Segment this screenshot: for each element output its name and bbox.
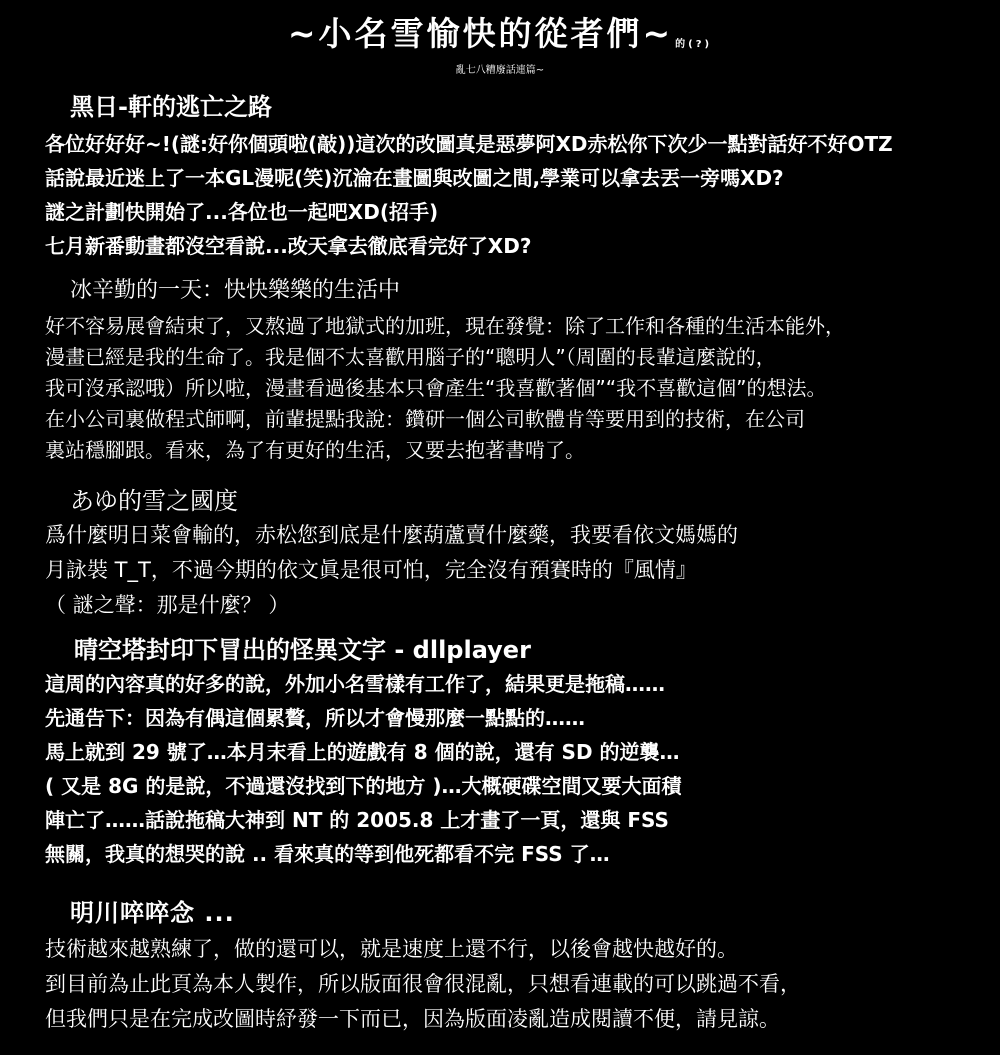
section-dllplayer <box>0 635 1000 871</box>
section-body <box>0 311 1000 466</box>
text-line: 爲什麼明日菜會輸的，赤松您到底是什麼葫蘆賣什麼藥，我要看依文媽媽的 <box>45 523 738 547</box>
text-line: 馬上就到 29 號了…本月末看上的遊戲有 8 個的說，還有 SD 的逆襲… <box>45 740 680 764</box>
section-title: 黑日-軒的逃亡之路 <box>70 93 272 121</box>
text-line: 到目前為止此頁為本人製作，所以版面很會很混亂，只想看連載的可以跳過不看， <box>45 972 801 996</box>
section-kuriri <box>0 92 1000 263</box>
text-line: （ 謎之聲：那是什麼？ ） <box>45 593 290 617</box>
page-subtitle: 亂七八糟廢話連篇~ <box>455 65 545 76</box>
section-mingchuan <box>0 898 1000 1037</box>
section-ayu <box>0 486 1000 623</box>
section-title: あゆ的雪之國度 <box>70 487 238 515</box>
text-line: 漫畫已經是我的生命了。我是個不太喜歡用腦子的“聰明人”（周圍的長輩這麼說的， <box>45 345 776 369</box>
page-title-text: ~小名雪愉快的從者們~ <box>287 14 674 53</box>
text-line: 這周的內容真的好多的說，外加小名雪樣有工作了，結果更是拖稿…… <box>45 672 665 696</box>
text-line: 好不容易展會結束了，又熬過了地獄式的加班，現在發覺：除了工作和各種的生活本能外， <box>45 314 845 338</box>
page-header <box>0 14 1000 77</box>
section-body <box>0 932 1000 1037</box>
section-body <box>0 127 1000 263</box>
section-body <box>0 518 1000 623</box>
text-line: 各位好好好~!(謎:好你個頭啦(敲))這次的改圖真是惡夢阿XD赤松你下次少一點對話好不好OTZ <box>45 132 893 156</box>
text-line: 七月新番動畫都沒空看說...改天拿去徹底看完好了XD? <box>45 234 532 258</box>
section-title: 明川啐啐念 ... <box>70 899 235 927</box>
text-line: 月詠裝 T_T，不過今期的依文眞是很可怕，完全沒有預賽時的『風情』 <box>45 558 697 582</box>
text-line: ( 又是 8G 的是說，不過還沒找到下的地方 )…大概硬碟空間又要大面積 <box>45 774 682 798</box>
section-title: 晴空塔封印下冒出的怪異文字 - dllplayer <box>74 636 531 664</box>
section-body <box>0 667 1000 871</box>
text-line: 話說最近迷上了一本GL漫呢(笑)沉淪在畫圖與改圖之間,學業可以拿去丟一旁嗎XD? <box>45 166 784 190</box>
text-line: 但我們只是在完成改圖時紓發一下而已，因為版面凌亂造成閱讀不便，請見諒。 <box>45 1007 780 1031</box>
text-line: 無關，我真的想哭的說 .. 看來真的等到他死都看不完 FSS 了… <box>45 842 610 866</box>
text-line: 陣亡了……話說拖稿大神到 NT 的 2005.8 上才畫了一頁，還與 FSS <box>45 808 669 832</box>
page-title-suffix: 的(?) <box>675 39 713 50</box>
text-line: 謎之計劃快開始了...各位也一起吧XD(招手) <box>45 200 439 224</box>
section-title: 冰辛勤的一天：快快樂樂的生活中 <box>70 278 401 303</box>
text-line: 我可沒承認哦）所以啦，漫畫看過後基本只會產生“我喜歡著個”“我不喜歡這個”的想法。 <box>45 376 827 400</box>
text-line: 在小公司裏做程式師啊，前輩提點我說：鑽研一個公司軟體肯等要用到的技術，在公司 <box>45 407 805 431</box>
text-line: 技術越來越熟練了，做的還可以，就是速度上還不行，以後會越快越好的。 <box>45 937 738 961</box>
text-line: 先通告下：因為有偶這個累贅，所以才會慢那麼一點點的…… <box>45 706 585 730</box>
page-title <box>288 14 712 65</box>
text-line: 裏站穩腳跟。看來，為了有更好的生活，又要去抱著書啃了。 <box>45 438 585 462</box>
section-bing <box>0 276 1000 466</box>
